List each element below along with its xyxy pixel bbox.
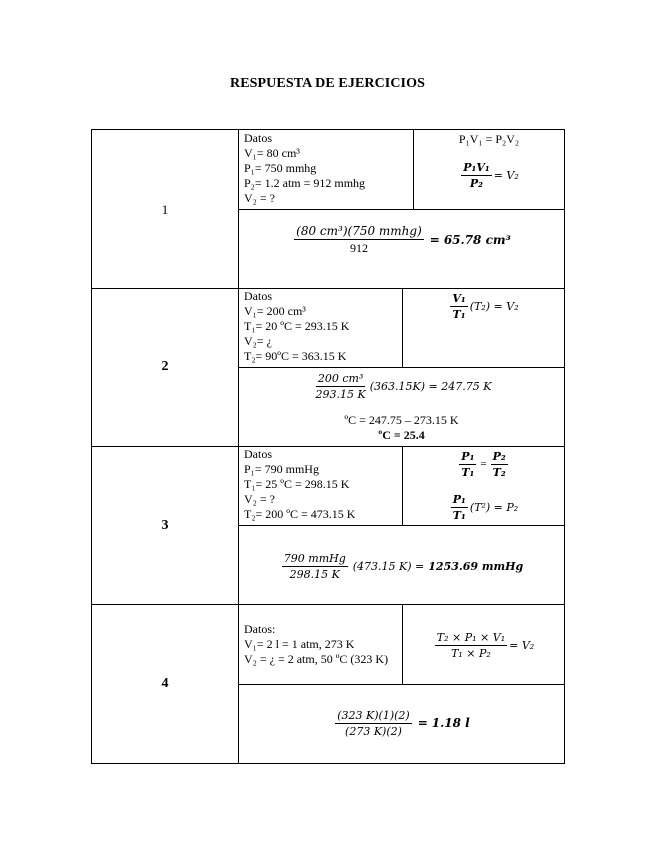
fraction [459,450,476,479]
result-3 [239,546,564,586]
rhs: (T₂) = V₂ [469,299,519,313]
result-rest: (363.15K) = 247.75 K [369,379,492,393]
result-value: 1253.69 mmHg [428,559,524,573]
datos-line: P₁= 790 mmHg [244,462,319,476]
datos-1 [244,131,365,206]
denominator: T₁ [461,465,475,479]
exercise-number-1: 1 [161,202,169,217]
exercise-number-3: 3 [161,518,169,533]
numerator: 790 mmHg [283,551,346,565]
rhs: = V₂ [509,638,535,652]
datos-line: V₂ = ¿ = 2 atm, 50 ºC (323 K) [244,652,389,666]
result-value: 1.18 l [431,716,470,730]
formula-3a [403,447,564,481]
denominator: 293.15 K [315,387,366,401]
datos-line: V₁= 80 cm³ [244,146,300,160]
conversion-prefix: ºC = [378,428,404,442]
datos-line: V₁= 2 l = 1 atm, 273 K [244,637,355,651]
equals: = [417,716,428,730]
rhs: = V₂ [493,168,519,182]
datos-line: V₁= 200 cm³ [244,304,306,318]
equals: = [429,233,440,247]
fraction [435,631,507,660]
datos-line: P₂= 1.2 atm = 912 mmhg [244,176,366,190]
law-equation-1: P₁V₁ = P₂V₂ [458,132,520,146]
fraction [314,372,368,401]
conversion-result-2 [239,428,564,443]
formula-1 [414,155,564,195]
datos-line: T₂= 200 ºC = 473.15 K [244,507,356,521]
denominator: 912 [349,241,368,255]
conversion-2: ºC = 247.75 – 273.15 K [344,413,459,427]
conversion-value: 25.4 [403,428,425,442]
result-1 [239,220,564,260]
datos-line: P₁= 750 mmhg [244,161,317,175]
equals: = [480,458,487,470]
datos-line: V₂= ¿ [244,334,272,348]
result-2 [239,368,564,404]
numerator: (80 cm³)(750 mmhg) [296,224,422,238]
numerator: P₁ [461,449,475,463]
numerator: P₁ [452,492,466,506]
fraction [491,450,508,479]
result-rest: (473.15 K) = [352,559,425,573]
datos-line: T₂= 90ºC = 363.15 K [244,349,347,363]
numerator: T₂ × P₁ × V₁ [436,630,506,644]
datos-line: Datos [244,289,272,303]
formula-2 [403,289,564,323]
datos-2 [244,289,349,364]
page-title: RESPUESTA DE EJERCICIOS [230,76,425,91]
fraction [451,493,468,522]
denominator: 298.15 K [289,567,340,581]
fraction [294,224,424,256]
numerator: P₁V₁ [463,160,490,174]
denominator: P₂ [469,176,483,190]
result-4 [239,703,564,743]
formula-3b [403,490,564,524]
numerator: 200 cm³ [317,371,364,385]
datos-4 [244,622,388,667]
numerator: V₁ [452,291,466,305]
formula-4 [403,624,564,666]
numerator: P₂ [492,449,506,463]
datos-line: T₁= 20 ºC = 293.15 K [244,319,350,333]
fraction [335,709,411,738]
datos-line: T₁= 25 ºC = 298.15 K [244,477,350,491]
fraction [461,161,491,190]
denominator: T₁ [452,307,466,321]
denominator: T₂ [492,465,506,479]
exercise-number-2: 2 [161,359,169,374]
datos-3 [244,447,355,522]
denominator: T₁ × P₂ [451,646,491,660]
fraction [450,292,467,321]
numerator: (323 K)(1)(2) [337,708,410,722]
denominator: T₁ [452,508,466,522]
exercise-number-4: 4 [161,676,169,691]
denominator: (273 K)(2) [345,724,402,738]
datos-line: Datos: [244,622,276,636]
datos-line: Datos [244,447,272,461]
datos-line: V₂ = ? [244,492,275,506]
rhs: (T²) = P₂ [469,500,519,514]
datos-line: V₂ = ? [244,191,275,205]
fraction [282,552,348,581]
result-value: 65.78 cm³ [443,233,511,247]
datos-line: Datos [244,131,272,145]
